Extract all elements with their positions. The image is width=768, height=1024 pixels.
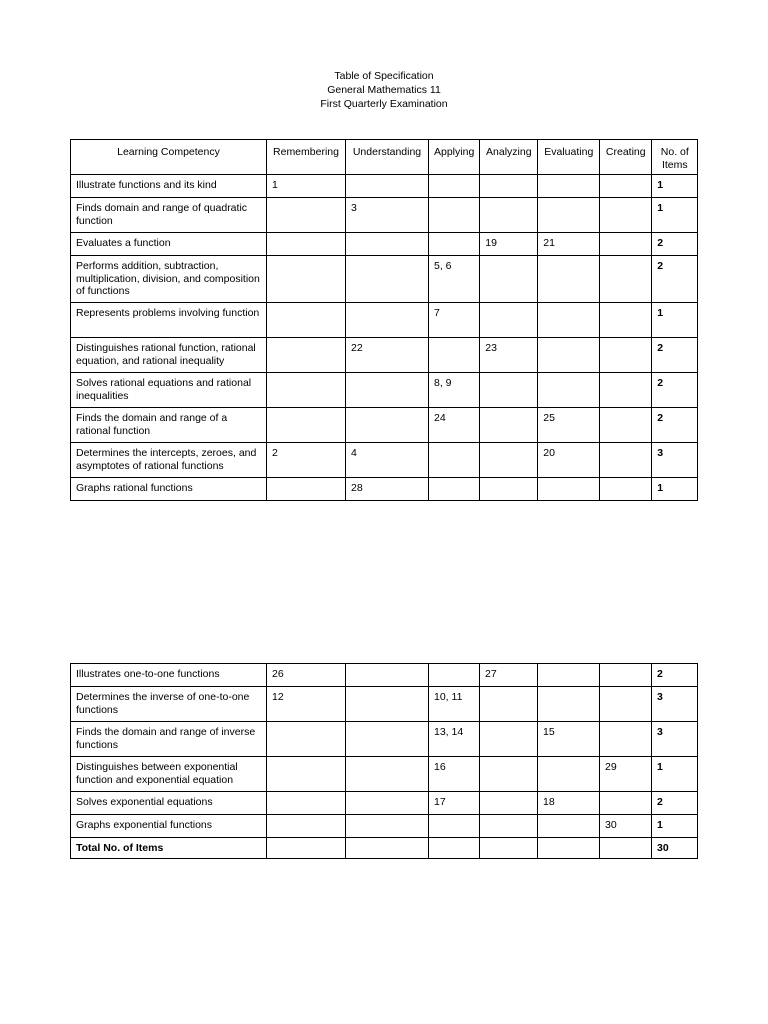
cell-applying: 5, 6 [429,256,480,303]
cell-creating [600,256,652,303]
cell-applying [429,478,480,501]
header-creating: Creating [600,140,652,175]
cell-creating [600,233,652,256]
cell-analyzing [480,722,538,757]
cell-understanding [346,233,429,256]
document-title [0,69,768,111]
table-row [71,198,698,233]
header-applying: Applying [429,140,480,175]
cell-competency: Performs addition, subtraction, multiplication, division, and composition of functions [71,256,267,303]
cell-remembering: 26 [267,664,346,687]
cell-evaluating: 20 [538,443,600,478]
table-row [71,478,698,501]
total-row [71,838,698,859]
cell-items: 1 [652,198,698,233]
cell-understanding [346,687,429,722]
cell-applying: 7 [429,303,480,338]
cell-creating [600,198,652,233]
total-value: 30 [652,838,698,859]
table-body-part-1 [71,175,698,501]
table-row [71,687,698,722]
table-row [71,722,698,757]
cell-understanding [346,175,429,198]
table-row [71,233,698,256]
cell-competency: Solves exponential equations [71,792,267,815]
table-body-part-2 [71,664,698,859]
cell-applying [429,198,480,233]
cell-applying [429,338,480,373]
cell-understanding [346,373,429,408]
cell-competency: Finds the domain and range of a rational function [71,408,267,443]
cell-applying: 17 [429,792,480,815]
table-row [71,792,698,815]
cell-evaluating: 18 [538,792,600,815]
cell-creating [600,443,652,478]
cell-evaluating [538,198,600,233]
cell-understanding [346,722,429,757]
cell-remembering: 1 [267,175,346,198]
total-empty-cell [600,838,652,859]
header-understanding: Understanding [346,140,429,175]
cell-remembering [267,815,346,838]
cell-remembering [267,478,346,501]
table-row [71,408,698,443]
cell-understanding [346,303,429,338]
cell-remembering: 2 [267,443,346,478]
table-row [71,175,698,198]
title-line-2: General Mathematics 11 [327,84,441,96]
cell-applying: 8, 9 [429,373,480,408]
cell-items: 2 [652,233,698,256]
cell-competency: Solves rational equations and rational inequalities [71,373,267,408]
cell-items: 2 [652,338,698,373]
cell-competency: Determines the inverse of one-to-one functions [71,687,267,722]
cell-creating [600,687,652,722]
cell-analyzing [480,792,538,815]
specification-table-part-2 [70,663,698,859]
cell-analyzing [480,256,538,303]
cell-creating [600,664,652,687]
cell-competency: Graphs rational functions [71,478,267,501]
cell-creating: 30 [600,815,652,838]
cell-applying [429,175,480,198]
cell-evaluating [538,303,600,338]
cell-remembering [267,233,346,256]
cell-competency: Illustrates one-to-one functions [71,664,267,687]
cell-evaluating [538,815,600,838]
cell-competency: Determines the intercepts, zeroes, and asymptotes of rational functions [71,443,267,478]
cell-analyzing [480,687,538,722]
cell-creating [600,373,652,408]
cell-understanding [346,757,429,792]
total-empty-cell [480,838,538,859]
cell-remembering [267,408,346,443]
title-line-3: First Quarterly Examination [320,98,448,110]
cell-analyzing [480,303,538,338]
cell-understanding [346,408,429,443]
cell-understanding: 28 [346,478,429,501]
total-empty-cell [346,838,429,859]
cell-competency: Finds the domain and range of inverse functions [71,722,267,757]
cell-items: 3 [652,722,698,757]
cell-analyzing: 27 [480,664,538,687]
cell-competency: Represents problems involving function [71,303,267,338]
cell-remembering [267,198,346,233]
cell-creating [600,478,652,501]
cell-analyzing [480,478,538,501]
cell-competency: Illustrate functions and its kind [71,175,267,198]
table-row [71,256,698,303]
cell-analyzing [480,373,538,408]
title-line-1: Table of Specification [334,70,434,82]
cell-evaluating [538,664,600,687]
cell-remembering [267,338,346,373]
cell-evaluating [538,175,600,198]
cell-remembering [267,303,346,338]
cell-evaluating [538,256,600,303]
header-evaluating: Evaluating [538,140,600,175]
cell-items: 1 [652,303,698,338]
table-row [71,443,698,478]
cell-applying [429,443,480,478]
cell-analyzing [480,198,538,233]
cell-analyzing [480,408,538,443]
cell-evaluating [538,757,600,792]
cell-competency: Graphs exponential functions [71,815,267,838]
table-row [71,303,698,338]
cell-understanding [346,256,429,303]
cell-creating: 29 [600,757,652,792]
cell-items: 3 [652,443,698,478]
cell-evaluating: 15 [538,722,600,757]
total-label: Total No. of Items [71,838,267,859]
cell-applying [429,233,480,256]
header-competency: Learning Competency [71,140,267,175]
cell-competency: Evaluates a function [71,233,267,256]
cell-analyzing [480,443,538,478]
cell-analyzing [480,175,538,198]
cell-understanding: 4 [346,443,429,478]
cell-applying: 16 [429,757,480,792]
cell-competency: Distinguishes rational function, rational equation, and rational inequality [71,338,267,373]
table-row [71,664,698,687]
total-empty-cell [429,838,480,859]
cell-analyzing [480,757,538,792]
cell-creating [600,175,652,198]
cell-creating [600,792,652,815]
table-row [71,757,698,792]
cell-evaluating: 21 [538,233,600,256]
cell-analyzing: 19 [480,233,538,256]
cell-competency: Finds domain and range of quadratic function [71,198,267,233]
total-empty-cell [538,838,600,859]
cell-competency: Distinguishes between exponential function and exponential equation [71,757,267,792]
cell-remembering [267,373,346,408]
cell-applying [429,664,480,687]
cell-creating [600,722,652,757]
cell-items: 2 [652,256,698,303]
cell-understanding [346,815,429,838]
cell-creating [600,408,652,443]
cell-remembering [267,722,346,757]
cell-applying: 13, 14 [429,722,480,757]
cell-understanding: 22 [346,338,429,373]
cell-items: 2 [652,792,698,815]
table-row [71,373,698,408]
cell-analyzing: 23 [480,338,538,373]
cell-evaluating [538,338,600,373]
cell-items: 2 [652,408,698,443]
header-analyzing: Analyzing [480,140,538,175]
cell-understanding [346,792,429,815]
cell-applying: 24 [429,408,480,443]
cell-creating [600,303,652,338]
cell-items: 3 [652,687,698,722]
cell-remembering: 12 [267,687,346,722]
table-row [71,338,698,373]
cell-creating [600,338,652,373]
cell-applying [429,815,480,838]
cell-items: 1 [652,757,698,792]
cell-remembering [267,792,346,815]
total-empty-cell [267,838,346,859]
cell-remembering [267,256,346,303]
cell-items: 1 [652,175,698,198]
cell-understanding [346,664,429,687]
cell-remembering [267,757,346,792]
cell-evaluating [538,687,600,722]
cell-evaluating [538,478,600,501]
cell-items: 2 [652,664,698,687]
cell-items: 2 [652,373,698,408]
header-remembering: Remembering [267,140,346,175]
cell-items: 1 [652,478,698,501]
header-no-of-items: No. of Items [652,140,698,175]
cell-evaluating [538,373,600,408]
cell-analyzing [480,815,538,838]
cell-items: 1 [652,815,698,838]
header-row [71,140,698,175]
specification-table-part-1 [70,139,698,501]
cell-evaluating: 25 [538,408,600,443]
cell-understanding: 3 [346,198,429,233]
table-row [71,815,698,838]
cell-applying: 10, 11 [429,687,480,722]
